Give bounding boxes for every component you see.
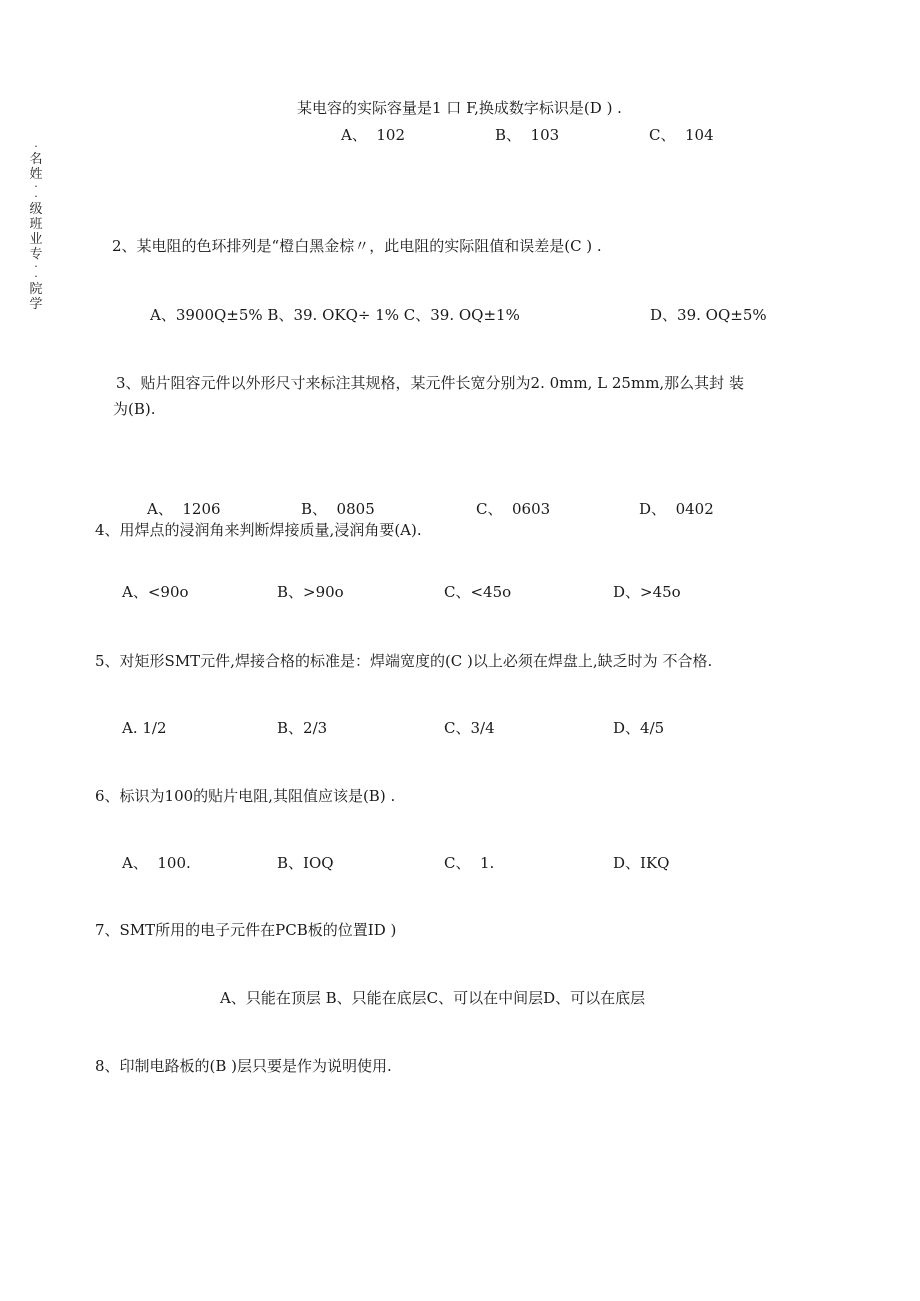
question-1-option-c: C、 104 <box>649 126 714 144</box>
question-3-stem-line-2: 为(B). <box>113 400 156 418</box>
question-2-stem: 2、某电阻的色环排列是“橙白黑金棕〃，此电阻的实际阻值和误差是(C ) . <box>112 237 602 255</box>
question-5-option-c: C、3/4 <box>444 719 495 737</box>
question-4-option-c: C、<45o <box>444 583 512 601</box>
question-8-stem: 8、印制电路板的(B )层只要是作为说明使用. <box>95 1057 392 1075</box>
question-4-option-b: B、>90o <box>277 583 344 601</box>
question-4-stem: 4、用焊点的浸润角来判断焊接质量,浸润角要(A). <box>95 521 422 539</box>
question-3-option-c: C、 0603 <box>476 500 551 518</box>
side-label: 学 <box>29 297 43 312</box>
question-7-stem: 7、SMT所用的电子元件在PCB板的位置ID ) <box>95 921 397 939</box>
question-6-option-c: C、 1. <box>444 854 495 872</box>
question-1-option-a: A、 102 <box>341 126 405 144</box>
question-3-option-d: D、 0402 <box>639 500 714 518</box>
side-label: 班 <box>29 217 43 232</box>
question-4-option-d: D、>45o <box>613 583 681 601</box>
question-6-stem: 6、标识为100的贴片电阻,其阻值应该是(B) . <box>95 787 396 805</box>
question-5-option-d: D、4/5 <box>613 719 665 737</box>
question-5-option-b: B、2/3 <box>277 719 328 737</box>
question-4-option-a: A、<90o <box>122 583 189 601</box>
side-label: 业 <box>29 232 43 247</box>
question-5-option-a: A. 1/2 <box>122 719 167 737</box>
side-label: 院 <box>29 282 43 297</box>
question-2-options-abc: A、3900Q±5% B、39. OKQ÷ 1% C、39. OQ±1% <box>150 306 520 324</box>
side-label: 姓 <box>29 167 43 182</box>
question-6-option-a: A、 100. <box>122 854 191 872</box>
question-7-options: A、只能在顶层 B、只能在底层C、可以在中间层D、可以在底层 <box>220 989 646 1007</box>
question-6-option-b: B、IOQ <box>277 854 334 872</box>
question-5-stem: 5、对矩形SMT元件,焊接合格的标准是：焊端宽度的(C )以上必须在焊盘上,缺乏时为 不合格. <box>95 652 713 670</box>
question-3-option-a: A、 1206 <box>147 500 221 518</box>
question-2-option-d: D、39. OQ±5% <box>650 306 767 324</box>
question-6-option-d: D、IKQ <box>613 854 670 872</box>
question-3-stem-line-1: 3、贴片阻容元件以外形尺寸来标注其规格，某元件长宽分别为2. 0mm, L 25mm,那么其封 装 <box>116 374 744 392</box>
question-1-stem: 某电容的实际容量是1 口 F,换成数字标识是(D ) . <box>297 99 622 117</box>
side-label: 级 <box>29 202 43 217</box>
binding-margin-labels: · 名 姓 · · 级 班 业 专 · · 院 学 <box>29 140 43 312</box>
question-3-option-b: B、 0805 <box>301 500 375 518</box>
side-label: 名 <box>29 152 43 167</box>
side-label: 专 <box>29 247 43 262</box>
question-1-option-b: B、 103 <box>495 126 560 144</box>
